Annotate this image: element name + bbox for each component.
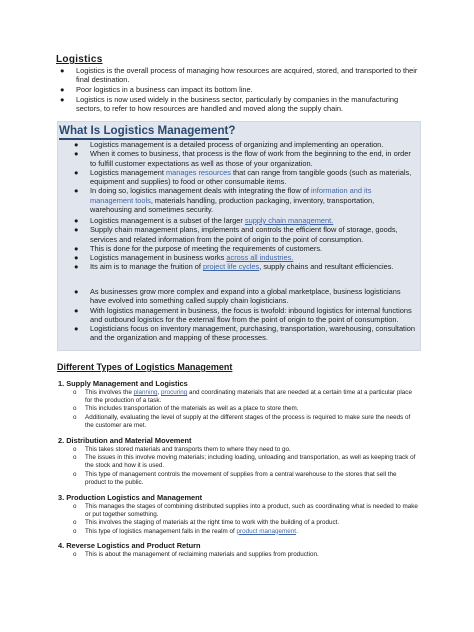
open-bullet-icon: o — [73, 446, 77, 453]
list-item: ● In doing so, logistics management deals with integrating the flow of information and its management tools, materials handling, production packaging, inventory, transportation, warehousing and sometimes security. — [74, 186, 375, 215]
bullet-icon: ● — [74, 253, 79, 263]
open-bullet-icon: o — [73, 503, 77, 510]
bullet-icon: ● — [74, 216, 79, 225]
product-management-link[interactable]: product management — [236, 527, 297, 535]
bullet-icon: ● — [74, 262, 79, 272]
list-item: o This takes stored materials and transports them to where they need to go. — [73, 446, 291, 453]
list-item: ● Logistics is the overall process of managing how resources are acquired, stored, and transported to their final destination. — [60, 66, 418, 85]
open-bullet-icon: o — [73, 405, 77, 413]
open-bullet-icon: o — [73, 470, 77, 478]
supply-chain-management-link[interactable]: supply chain management. — [244, 216, 334, 225]
section-heading-supply: 1. Supply Management and Logistics — [58, 379, 188, 388]
across-all-industries-link[interactable]: across all industries. — [226, 253, 294, 263]
bullet-icon: ● — [74, 225, 79, 235]
list-item: o This type of management controls the movement of supplies from a central warehouse to the stores that sell the product to the public. — [73, 470, 397, 486]
distribution-item-list — [72, 446, 418, 487]
bullet-icon: ● — [60, 95, 65, 105]
reverse-item-list — [72, 551, 418, 559]
list-item: ● Logistics management in business works across all industries. — [74, 253, 294, 263]
open-bullet-icon: o — [73, 519, 77, 527]
list-item: ● This is done for the purpose of meeting the requirements of customers. — [74, 243, 323, 253]
panel-bullet-group-3 — [72, 287, 416, 343]
logistics-heading: Logistics — [56, 54, 103, 65]
list-item: ● When it comes to business, that process is the flow of work from the beginning to the end, in order to fulfill customer expectations as well as those of your organization. — [74, 149, 411, 168]
bullet-icon: ● — [74, 149, 79, 159]
bullet-icon: ● — [74, 305, 79, 315]
list-item: ● Supply chain management plans, implements and controls the efficient flow of storage, goods, services and related information from the point of origin to the point of consumption. — [74, 225, 398, 244]
manages-resources-link[interactable]: manages resources — [166, 167, 231, 177]
types-heading: Different Types of Logistics Management — [57, 362, 233, 372]
panel-bullet-group-2 — [72, 216, 416, 272]
list-item: ● Logistics management is a subset of the larger supply chain management. — [74, 216, 334, 225]
open-bullet-icon: o — [73, 527, 77, 535]
list-item: o This manages the stages of combining distributed supplies into a product, such as coordinating what is needed to make or put together something. — [73, 503, 418, 519]
list-item: ● Logistics management manages resources that can range from tangible goods (such as materials, equipment and supplies) to food or other consumable items. — [74, 167, 412, 187]
information-management-tools-link[interactable]: information and its management tools — [90, 186, 372, 205]
list-item: ● Its aim is to manage the fruition of project life cycles, supply chains and resultant efficiencies. — [74, 262, 394, 272]
section-heading-production: 3. Production Logistics and Management — [58, 493, 203, 502]
list-item: ● As businesses grow more complex and expand into a global marketplace, business logisticians have evolved into something called supply chain logisticians. — [74, 287, 401, 306]
list-item: o This is about the management of reclaiming materials and supplies from production. — [73, 551, 319, 558]
procuring-link[interactable]: procuring — [160, 389, 188, 396]
panel-bullet-group-1 — [72, 140, 416, 214]
open-bullet-icon: o — [73, 551, 77, 558]
panel-title: What Is Logistics Management? — [59, 124, 236, 137]
list-item: o This includes transportation of the materials as well as a place to store them. — [73, 405, 299, 413]
list-item: o This type of logistics management falls in the realm of product management. — [73, 527, 298, 535]
bullet-icon: ● — [74, 243, 79, 253]
bullet-icon: ● — [60, 85, 65, 95]
bullet-icon: ● — [74, 324, 79, 334]
section-heading-reverse: 4. Reverse Logistics and Product Return — [58, 541, 201, 550]
bullet-icon: ● — [74, 140, 79, 149]
open-bullet-icon: o — [73, 454, 77, 462]
list-item: ● With logistics management in business, the focus is twofold: inbound logistics for internal functions and outbound logistics for the external flow from the point of origin to the point of consumption. — [74, 305, 412, 324]
section-heading-distribution: 2. Distribution and Material Movement — [58, 436, 192, 445]
logistics-bullet-list — [58, 66, 418, 114]
bullet-icon: ● — [74, 167, 79, 177]
bullet-icon: ● — [74, 287, 79, 296]
bullet-icon: ● — [74, 186, 79, 196]
open-bullet-icon: o — [73, 389, 77, 396]
list-item: ● Logisticians focus on inventory management, purchasing, transportation, warehousing, consultation and the organization and mapping of these processes. — [74, 324, 415, 343]
list-item: ● Poor logistics in a business can impact its bottom line. — [60, 85, 253, 95]
list-item: ● Logistics management is a detailed process of organizing and implementing an operation. — [74, 140, 384, 149]
list-item: o This involves the planning, procuring and coordinating materials that are needed at a certain time at a particular place for the production of a task. — [73, 389, 412, 405]
list-item: ● Logistics is now used widely in the business sector, particularly by companies in the manufacturing sectors, to refer to how resources are handled and moved along the supply chain. — [60, 95, 399, 114]
list-item: o Additionally, evaluating the level of supply at the different stages of the process is required to make sure the needs of the customer are met. — [73, 413, 411, 429]
planning-link[interactable]: planning — [133, 389, 158, 396]
list-item: o The issues in this involve moving materials; including loading, unloading and transportation, as well as keeping track of the stock and how it is used. — [73, 454, 416, 470]
open-bullet-icon: o — [73, 413, 77, 421]
project-life-cycles-link[interactable]: project life cycles — [202, 262, 260, 272]
production-item-list — [72, 503, 418, 536]
bullet-icon: ● — [60, 66, 65, 75]
list-item: o This involves the staging of materials at the right time to work with the building of a product. — [73, 519, 340, 527]
supply-item-list — [72, 389, 418, 430]
